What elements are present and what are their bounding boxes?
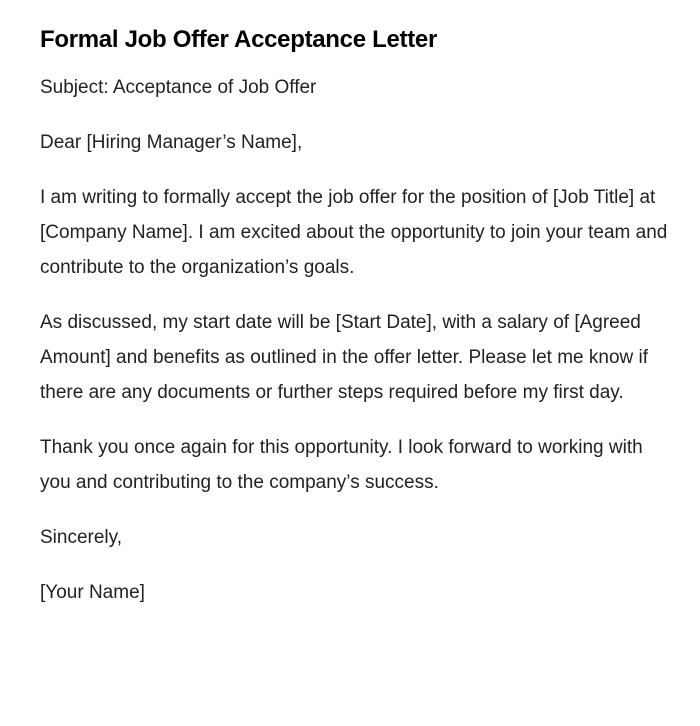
letter-closing: Sincerely, — [40, 527, 123, 548]
letter-subject: Subject: Acceptance of Job Offer — [40, 77, 317, 98]
letter-paragraph-details: As discussed, my start date will be [Start Date], with a salary of [Agreed Amount] and benefits as outlined in the offer letter. Please let me know if there are any documents or further steps required before my first day. — [40, 312, 649, 403]
letter-salutation: Dear [Hiring Manager’s Name], — [40, 132, 303, 153]
letter-paragraph-acceptance: I am writing to formally accept the job offer for the position of [Job Title] at [Company Name]. I am excited about the opportunity to join your team and contribute to the organization’s goals. — [40, 187, 668, 278]
letter-paragraph-thanks: Thank you once again for this opportunity. I look forward to working with you and contributing to the company’s success. — [40, 437, 643, 493]
letter-document — [40, 24, 670, 630]
letter-title: Formal Job Offer Acceptance Letter — [40, 26, 438, 53]
letter-signature: [Your Name] — [40, 582, 145, 603]
